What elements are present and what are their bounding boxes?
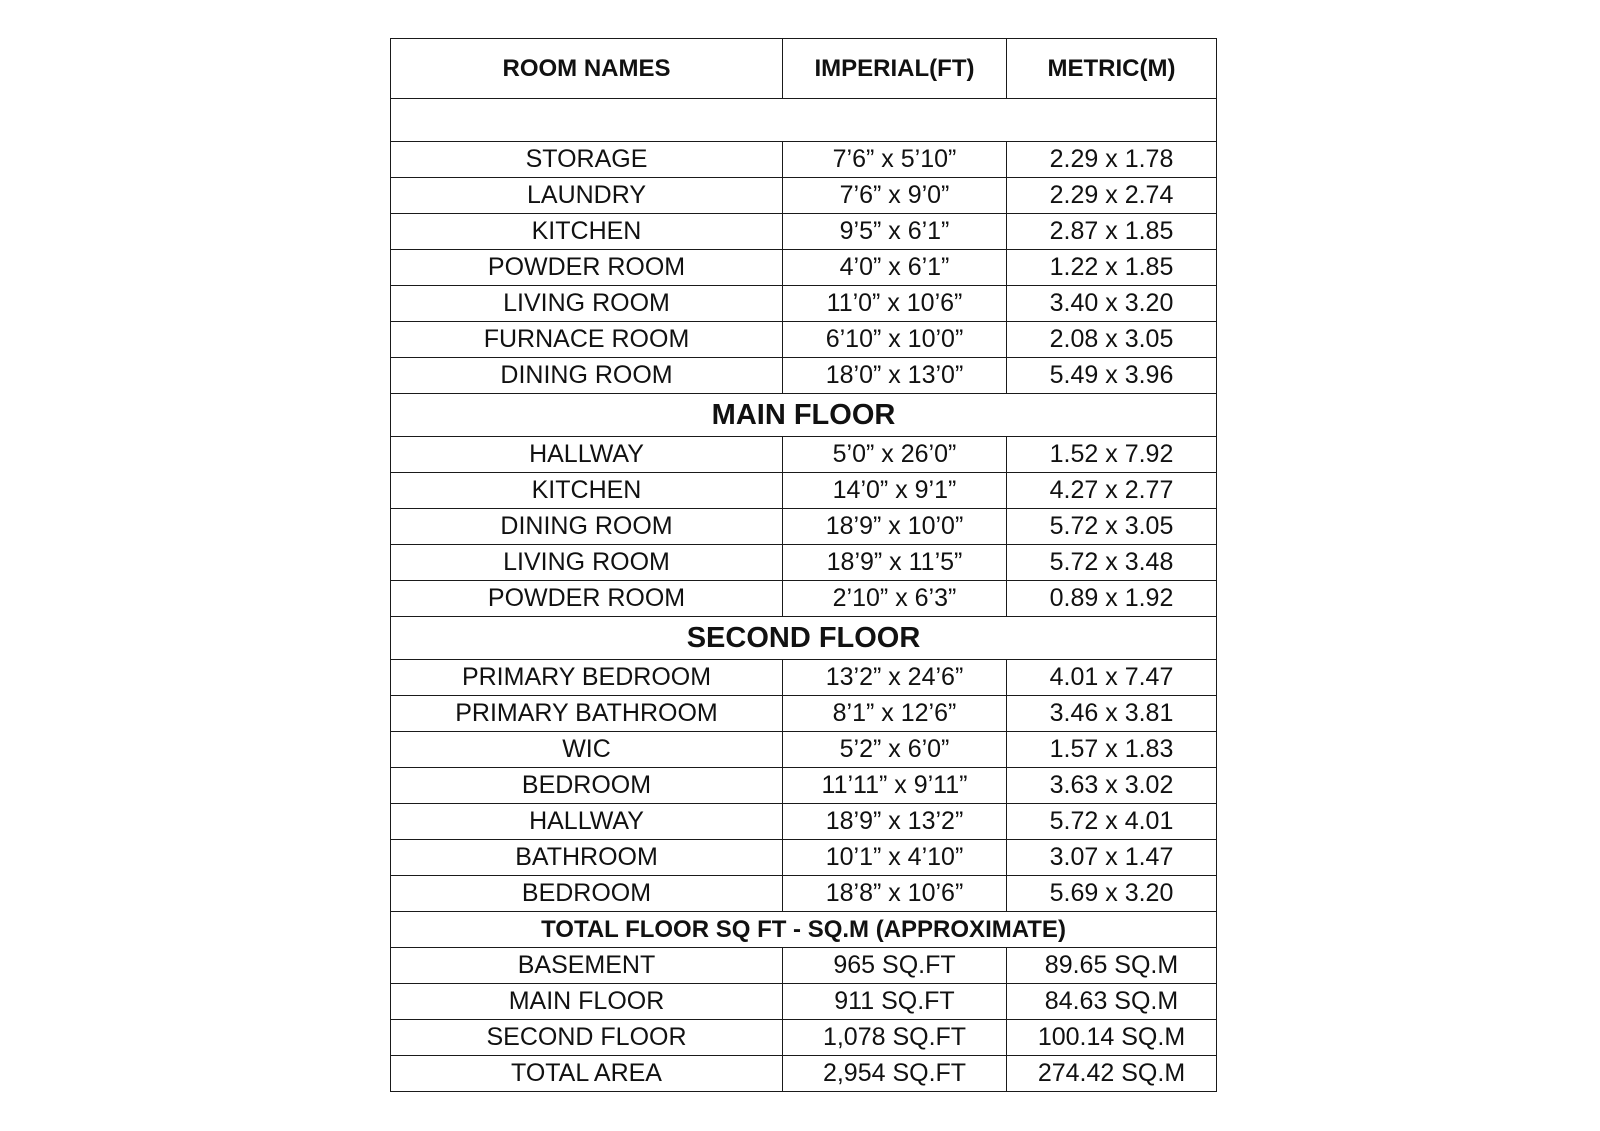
metric-cell: 3.63 x 3.02 [1007,768,1217,804]
table-row [391,732,1217,768]
table-row [391,660,1217,696]
area-metric-cell: 100.14 SQ.M [1007,1020,1217,1056]
metric-cell: 2.08 x 3.05 [1007,322,1217,358]
area-imperial-cell: 911 SQ.FT [783,984,1007,1020]
room-name-cell: POWDER ROOM [391,250,783,286]
room-name-cell: LIVING ROOM [391,286,783,322]
main-floor-heading: MAIN FLOOR [391,394,1217,437]
room-name-cell: LIVING ROOM [391,545,783,581]
table-row [391,250,1217,286]
table-row [391,545,1217,581]
imperial-cell: 13’2” x 24’6” [783,660,1007,696]
section-heading-row [391,394,1217,437]
table-row [391,358,1217,394]
table-header-row [391,39,1217,99]
header-room-names: ROOM NAMES [391,39,783,99]
room-name-cell: BATHROOM [391,840,783,876]
imperial-cell: 5’0” x 26’0” [783,437,1007,473]
area-metric-cell: 84.63 SQ.M [1007,984,1217,1020]
totals-row [391,948,1217,984]
imperial-cell: 7’6” x 9’0” [783,178,1007,214]
room-name-cell: HALLWAY [391,804,783,840]
second-floor-heading: SECOND FLOOR [391,617,1217,660]
imperial-cell: 8’1” x 12’6” [783,696,1007,732]
metric-cell: 0.89 x 1.92 [1007,581,1217,617]
metric-cell: 2.87 x 1.85 [1007,214,1217,250]
blank-section-row [391,99,1217,142]
imperial-cell: 6’10” x 10’0” [783,322,1007,358]
area-imperial-cell: 965 SQ.FT [783,948,1007,984]
table-row [391,804,1217,840]
imperial-cell: 18’9” x 10’0” [783,509,1007,545]
imperial-cell: 4’0” x 6’1” [783,250,1007,286]
imperial-cell: 14’0” x 9’1” [783,473,1007,509]
table-row [391,178,1217,214]
imperial-cell: 11’11” x 9’11” [783,768,1007,804]
imperial-cell: 18’9” x 11’5” [783,545,1007,581]
totals-heading-row [391,912,1217,948]
area-name-cell: BASEMENT [391,948,783,984]
header-imperial: IMPERIAL(FT) [783,39,1007,99]
metric-cell: 5.72 x 4.01 [1007,804,1217,840]
table-row [391,437,1217,473]
table-row [391,876,1217,912]
area-name-cell: TOTAL AREA [391,1056,783,1092]
metric-cell: 4.27 x 2.77 [1007,473,1217,509]
table-row [391,322,1217,358]
header-metric: METRIC(M) [1007,39,1217,99]
room-name-cell: FURNACE ROOM [391,322,783,358]
table-row [391,696,1217,732]
metric-cell: 3.07 x 1.47 [1007,840,1217,876]
metric-cell: 1.22 x 1.85 [1007,250,1217,286]
imperial-cell: 10’1” x 4’10” [783,840,1007,876]
room-name-cell: PRIMARY BATHROOM [391,696,783,732]
metric-cell: 5.72 x 3.48 [1007,545,1217,581]
totals-heading: TOTAL FLOOR SQ FT - SQ.M (APPROXIMATE) [391,912,1217,948]
totals-row [391,1020,1217,1056]
area-imperial-cell: 2,954 SQ.FT [783,1056,1007,1092]
table-row [391,142,1217,178]
table-row [391,214,1217,250]
section-heading-row [391,617,1217,660]
room-name-cell: STORAGE [391,142,783,178]
room-name-cell: WIC [391,732,783,768]
imperial-cell: 7’6” x 5’10” [783,142,1007,178]
metric-cell: 1.57 x 1.83 [1007,732,1217,768]
metric-cell: 2.29 x 2.74 [1007,178,1217,214]
metric-cell: 3.46 x 3.81 [1007,696,1217,732]
metric-cell: 5.49 x 3.96 [1007,358,1217,394]
imperial-cell: 9’5” x 6’1” [783,214,1007,250]
metric-cell: 4.01 x 7.47 [1007,660,1217,696]
area-metric-cell: 89.65 SQ.M [1007,948,1217,984]
area-name-cell: MAIN FLOOR [391,984,783,1020]
imperial-cell: 11’0” x 10’6” [783,286,1007,322]
area-name-cell: SECOND FLOOR [391,1020,783,1056]
table-row [391,286,1217,322]
totals-row [391,984,1217,1020]
metric-cell: 2.29 x 1.78 [1007,142,1217,178]
metric-cell: 5.72 x 3.05 [1007,509,1217,545]
room-name-cell: LAUNDRY [391,178,783,214]
imperial-cell: 18’8” x 10’6” [783,876,1007,912]
imperial-cell: 18’9” x 13’2” [783,804,1007,840]
metric-cell: 5.69 x 3.20 [1007,876,1217,912]
room-dimensions-table [390,38,1217,1092]
room-name-cell: DINING ROOM [391,358,783,394]
imperial-cell: 2’10” x 6’3” [783,581,1007,617]
table-row [391,768,1217,804]
room-name-cell: HALLWAY [391,437,783,473]
imperial-cell: 18’0” x 13’0” [783,358,1007,394]
room-name-cell: KITCHEN [391,214,783,250]
room-name-cell: KITCHEN [391,473,783,509]
area-metric-cell: 274.42 SQ.M [1007,1056,1217,1092]
room-name-cell: BEDROOM [391,768,783,804]
table-row [391,509,1217,545]
area-imperial-cell: 1,078 SQ.FT [783,1020,1007,1056]
imperial-cell: 5’2” x 6’0” [783,732,1007,768]
room-name-cell: BEDROOM [391,876,783,912]
metric-cell: 1.52 x 7.92 [1007,437,1217,473]
room-name-cell: POWDER ROOM [391,581,783,617]
blank-section-cell [391,99,1217,142]
table-row [391,581,1217,617]
table-row [391,473,1217,509]
metric-cell: 3.40 x 3.20 [1007,286,1217,322]
table-row [391,840,1217,876]
totals-row [391,1056,1217,1092]
room-name-cell: DINING ROOM [391,509,783,545]
room-name-cell: PRIMARY BEDROOM [391,660,783,696]
